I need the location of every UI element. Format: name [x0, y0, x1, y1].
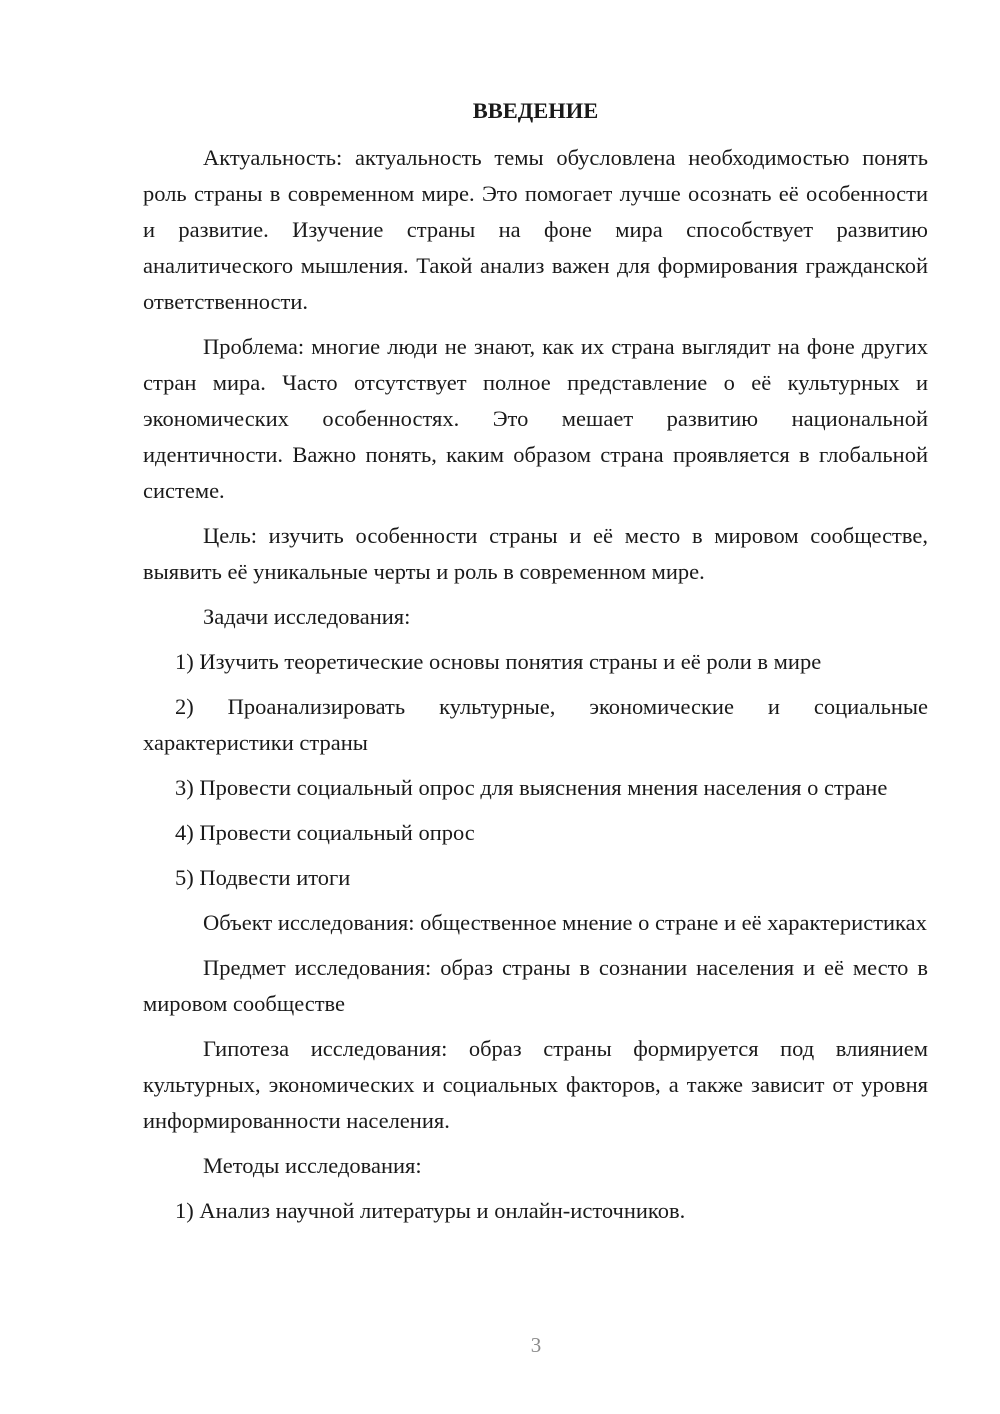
task-item: 3) Провести социальный опрос для выяснения мнения населения о стране — [175, 775, 888, 800]
method-item: 1) Анализ научной литературы и онлайн-источников. — [175, 1198, 686, 1223]
page-content — [143, 93, 928, 1238]
goal-paragraph: Цель: изучить особенности страны и её место в мировом сообществе, выявить её уникальные черты и роль в современном мире. — [143, 523, 928, 584]
task-item: 2) Проанализировать культурные, экономические и социальные характеристики страны — [143, 694, 928, 755]
task-item: 5) Подвести итоги — [175, 865, 351, 890]
relevance-paragraph: Актуальность: актуальность темы обусловлена необходимостью понять роль страны в современном мире. Это помогает лучше осознать её особенности и развитие. Изучение страны на фоне мира способствует развитию аналитического мышления. Такой анализ важен для формирования гражданской ответственности. — [143, 145, 928, 314]
tasks-heading: Задачи исследования: — [203, 604, 411, 629]
subject-paragraph: Предмет исследования: образ страны в сознании населения и её место в мировом сообществе — [143, 955, 928, 1016]
task-item: 4) Провести социальный опрос — [175, 820, 475, 845]
methods-heading: Методы исследования: — [203, 1153, 422, 1178]
hypothesis-paragraph: Гипотеза исследования: образ страны формируется под влиянием культурных, экономических и социальных факторов, а также зависит от уровня информированности населения. — [143, 1036, 928, 1133]
problem-paragraph: Проблема: многие люди не знают, как их страна выглядит на фоне других стран мира. Часто отсутствует полное представление о её культурных и экономических особенностях. Это мешает развитию национальной идентичности. Важно понять, каким образом страна проявляется в глобальной системе. — [143, 334, 928, 503]
task-item: 1) Изучить теоретические основы понятия страны и её роли в мире — [175, 649, 822, 674]
section-title: ВВЕДЕНИЕ — [472, 98, 599, 123]
object-paragraph: Объект исследования: общественное мнение о стране и её характеристиках — [203, 910, 927, 935]
page-number: 3 — [530, 1333, 542, 1357]
